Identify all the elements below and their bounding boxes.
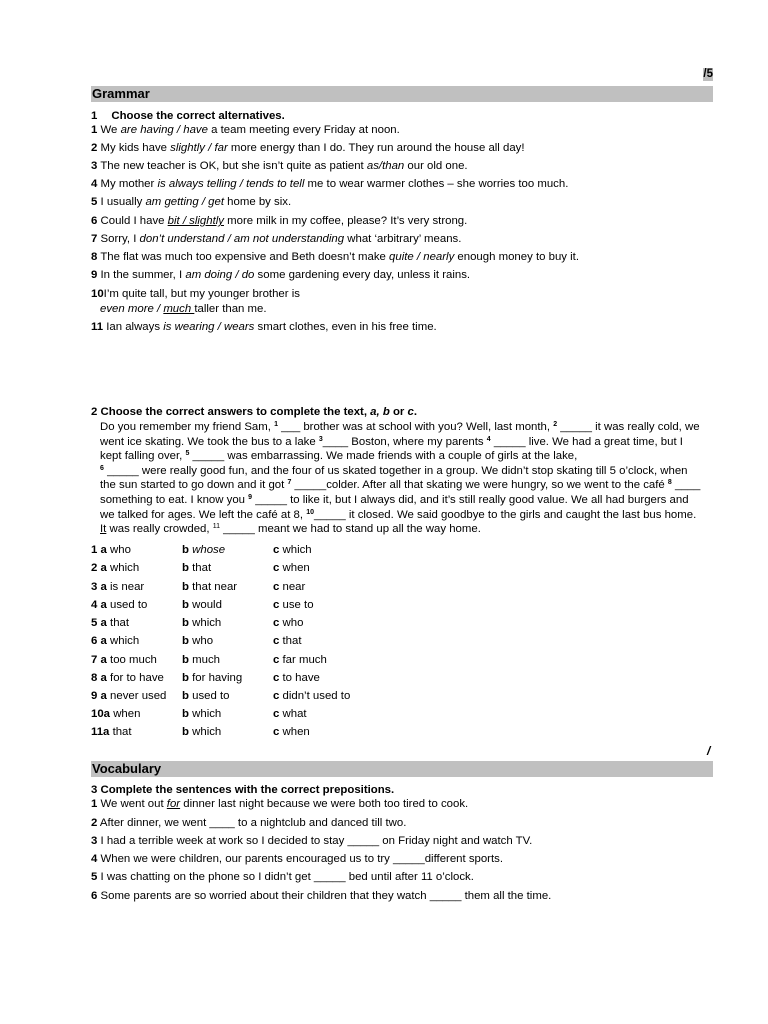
ex3-item-5 bbox=[91, 871, 474, 883]
item-text: We bbox=[100, 124, 121, 136]
ex1-item-1 bbox=[91, 124, 400, 136]
ex3-item-6 bbox=[91, 890, 551, 902]
item-number: 5 bbox=[91, 196, 98, 208]
cloze-text: Do you remember my friend Sam, $^1$ ___ brother was at school with you? Well, last month, $^2$ _____ it was really cold, we went ice skating. We took the bus to a lake $^3$____ Boston, where my parents $^4$ _____ live. We had a great time, but I kept falling over, $^5$ _____ was embarrassing. We made friends with a couple of girls at the lake, $^6$ _____ were really good fun, and the four of us skated together in a group. We didn’t stop skating till 5 o’clock, when the sun started to go down and it got $^7$ _____colder. After all that skating we were hungry, so we went to the café $^8$ ____ something to eat. I know you $^9$ _____ to like it, but I always did, and it’s still really good value. We all had burgers and we talked for ages. We left the café at 8, $^{10}$_____ it closed. We said goodbye to the girls and caught the last bus home. It was really crowded, $^{11}$ _____ meant we had to stand up all the way home. bbox=[100, 421, 701, 536]
vocabulary-heading: Vocabulary bbox=[91, 761, 713, 777]
item-number: 11 bbox=[91, 321, 104, 333]
item-number: 3 bbox=[91, 835, 98, 847]
item-choice: is wearing / wears bbox=[163, 321, 255, 333]
item-text: When we were children, our parents encouraged us to try _____different sports. bbox=[100, 853, 504, 865]
exercise-number: 2 bbox=[91, 406, 98, 418]
item-text: dinner last night because we were both too tired to cook. bbox=[180, 798, 469, 810]
grammar-heading: Grammar bbox=[91, 86, 713, 102]
item-number: 2 bbox=[91, 817, 98, 829]
ex1-item-10-continued bbox=[100, 303, 267, 315]
item-number: 9 bbox=[91, 269, 98, 281]
ex1-item-7 bbox=[91, 233, 461, 245]
item-number: 1 bbox=[91, 124, 98, 136]
item-text: more energy than I do. They run around the house all day! bbox=[227, 142, 525, 154]
ex1-item-6 bbox=[91, 215, 467, 227]
gap-number: 4 bbox=[486, 435, 491, 443]
item-choice: even more / bbox=[100, 303, 164, 315]
gap-number: 9 bbox=[248, 493, 253, 501]
instruction-text: a, b bbox=[370, 406, 390, 418]
instruction-text: or bbox=[389, 406, 408, 418]
item-text: I had a terrible week at work so I decided to stay _____ on Friday night and watch TV. bbox=[100, 835, 533, 847]
item-choice: am getting / get bbox=[145, 196, 224, 208]
gap-number: 10 bbox=[306, 508, 314, 516]
gap-number: 6 bbox=[100, 464, 104, 472]
item-text: Some parents are so worried about their children that they watch _____ them all the time. bbox=[100, 890, 552, 902]
item-text: I’m quite tall, but my younger brother is bbox=[103, 288, 300, 300]
instruction-text: c bbox=[407, 406, 414, 418]
item-text: more milk in my coffee, please? It’s very strong. bbox=[223, 215, 468, 227]
item-text: In the summer, I bbox=[100, 269, 186, 281]
exercise-3-instruction: 3 Complete the sentences with the correct prepositions. bbox=[91, 784, 395, 796]
item-text: The new teacher is OK, but she isn’t quite as patient bbox=[100, 160, 367, 172]
item-text: some gardening every day, unless it rains. bbox=[254, 269, 471, 281]
gap-number: 7 bbox=[287, 479, 292, 487]
item-text: I was chatting on the phone so I didn’t get _____ bed until after 11 o’clock. bbox=[100, 871, 474, 883]
ex1-item-11 bbox=[91, 321, 437, 333]
item-text: Could I have bbox=[100, 215, 168, 227]
instruction-text: . bbox=[413, 406, 418, 418]
item-text: Ian always bbox=[106, 321, 164, 333]
item-number: 1 bbox=[91, 798, 98, 810]
item-text: a team meeting every Friday at noon. bbox=[207, 124, 400, 136]
item-text: smart clothes, even in his free time. bbox=[254, 321, 437, 333]
ex3-item-1 bbox=[91, 798, 468, 810]
item-number: 6 bbox=[91, 890, 98, 902]
gap-number: 2 bbox=[553, 421, 558, 428]
gap-number: 8 bbox=[667, 479, 672, 487]
ex1-item-8 bbox=[91, 251, 579, 263]
ex1-item-5 bbox=[91, 196, 291, 208]
item-number: 4 bbox=[91, 178, 98, 190]
instruction-text: Choose the correct answers to complete the text, bbox=[100, 406, 371, 418]
ex1-item-2 bbox=[91, 142, 525, 154]
gap-number: 3 bbox=[318, 435, 323, 443]
item-text: My kids have bbox=[100, 142, 171, 154]
item-choice: bit / slightly bbox=[167, 215, 224, 227]
item-number: 8 bbox=[91, 251, 98, 263]
ex1-item-4 bbox=[91, 178, 568, 190]
item-number: 7 bbox=[91, 233, 98, 245]
item-text: We went out bbox=[100, 798, 167, 810]
item-text: The flat was much too expensive and Beth doesn’t make bbox=[100, 251, 390, 263]
item-text: My mother bbox=[100, 178, 158, 190]
item-text: Sorry, I bbox=[100, 233, 140, 245]
item-text: taller than me. bbox=[194, 303, 267, 315]
item-number: 5 bbox=[91, 871, 98, 883]
ex1-item-3 bbox=[91, 160, 468, 172]
ex3-item-3 bbox=[91, 835, 532, 847]
item-text: enough money to buy it. bbox=[454, 251, 580, 263]
item-choice: is always telling / tends to tell bbox=[157, 178, 305, 190]
item-choice: quite / nearly bbox=[389, 251, 455, 263]
item-number: 4 bbox=[91, 853, 98, 865]
instruction-text: Choose the correct alternatives. bbox=[111, 110, 285, 122]
exercise-2-instruction bbox=[91, 406, 417, 418]
exercise-number: 1 bbox=[91, 110, 98, 122]
item-text: I usually bbox=[100, 196, 146, 208]
gap-number: 11 bbox=[212, 523, 220, 531]
item-number: 6 bbox=[91, 215, 98, 227]
gap-number: 5 bbox=[185, 450, 190, 458]
item-text: After dinner, we went ____ to a nightclub and danced till two. bbox=[99, 817, 407, 829]
item-text: our old one. bbox=[404, 160, 468, 172]
item-number: 3 bbox=[91, 160, 98, 172]
item-number: 2 bbox=[91, 142, 98, 154]
item-text: home by six. bbox=[224, 196, 292, 208]
item-choice: slightly / far bbox=[170, 142, 228, 154]
example-answer: for bbox=[166, 798, 181, 810]
ex1-item-10 bbox=[91, 288, 300, 300]
item-choice: are having / have bbox=[120, 124, 208, 136]
item-text: me to wear warmer clothes – she worries too much. bbox=[304, 178, 569, 190]
item-choice: as/than bbox=[366, 160, 405, 172]
gap-number: 1 bbox=[274, 421, 278, 428]
exercise-1-instruction bbox=[91, 110, 285, 122]
item-text: what ‘arbitrary’ means. bbox=[344, 233, 462, 245]
item-number: 10 bbox=[91, 288, 104, 300]
ex1-item-9 bbox=[91, 269, 470, 281]
item-choice: am doing / do bbox=[185, 269, 255, 281]
score-box: /5 bbox=[703, 68, 713, 80]
ex3-item-2 bbox=[91, 817, 406, 829]
score-mark: / bbox=[707, 744, 711, 758]
item-choice: don’t understand / am not understanding bbox=[139, 233, 345, 245]
item-choice: much bbox=[163, 303, 195, 315]
ex3-item-4 bbox=[91, 853, 503, 865]
